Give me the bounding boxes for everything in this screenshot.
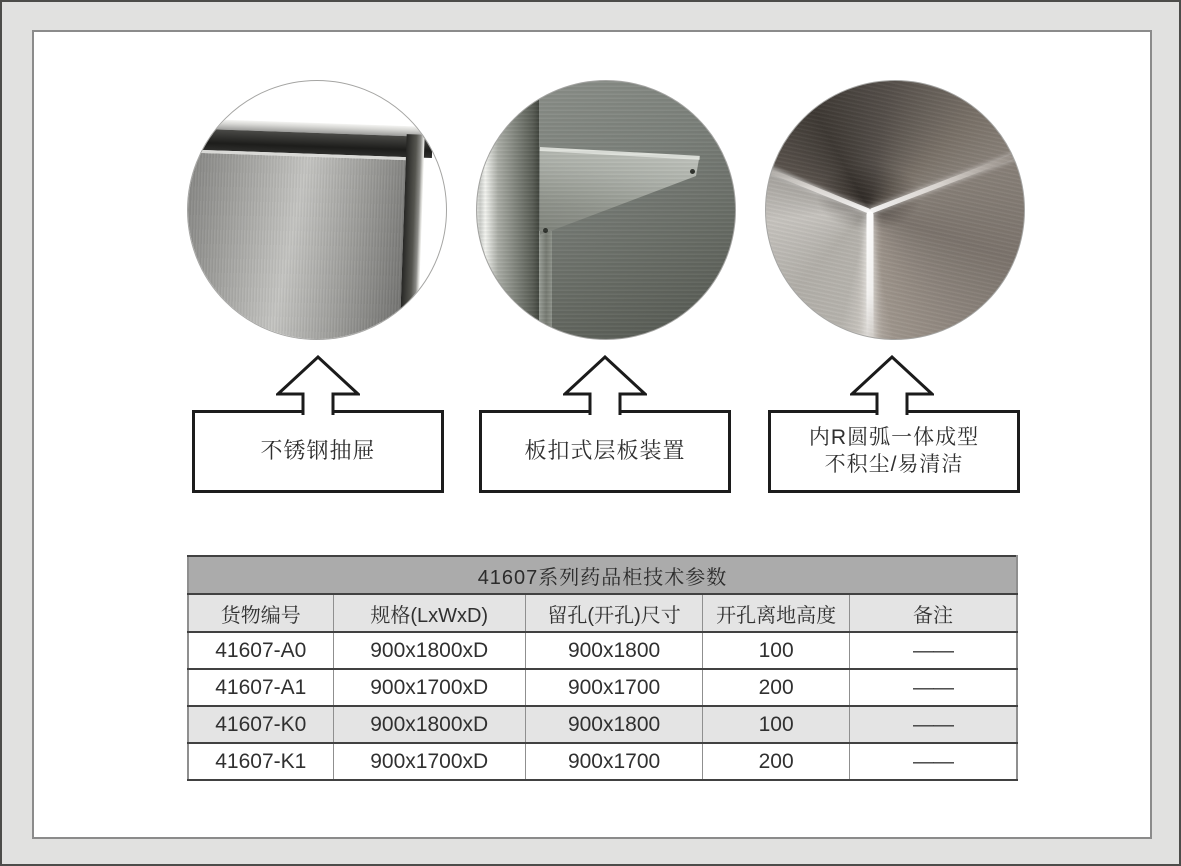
feature-label-text: 不锈钢抽屉	[260, 438, 376, 464]
table-cell: 900x1800xD	[333, 632, 525, 669]
table-cell: ——	[849, 743, 1017, 780]
shelf-bracket-photo	[476, 80, 736, 340]
table-cell: ——	[849, 632, 1017, 669]
table-cell: ——	[849, 706, 1017, 743]
table-cell: 41607-A0	[188, 632, 333, 669]
table-cell: 41607-K0	[188, 706, 333, 743]
shelf-bracket-shape	[540, 147, 700, 237]
table-cell: ——	[849, 669, 1017, 706]
table-cell: 900x1800	[525, 632, 702, 669]
table-title: 41607系列药品柜技术参数	[188, 556, 1017, 594]
feature-label-text: 内R圆弧一体成型	[808, 425, 980, 449]
table-cell: 41607-K1	[188, 743, 333, 780]
feature-label-text: 板扣式层板装置	[524, 438, 686, 464]
table-cell: 900x1800xD	[333, 706, 525, 743]
column-header-spec: 规格(LxWxD)	[333, 594, 525, 632]
feature-label-text: 不积尘/易清洁	[824, 452, 964, 476]
corner-seam-upper-left	[765, 157, 871, 214]
table-cell: 900x1700xD	[333, 743, 525, 780]
table-title-row	[188, 556, 1017, 594]
table-row	[188, 743, 1017, 780]
column-header-remark: 备注	[849, 594, 1017, 632]
column-header-hole-height: 开孔离地高度	[703, 594, 850, 632]
corner-post	[476, 81, 539, 339]
table-cell: 200	[703, 669, 850, 706]
table-cell: 100	[703, 632, 850, 669]
table-cell: 900x1700	[525, 669, 702, 706]
table-cell: 900x1700	[525, 743, 702, 780]
table-cell: 100	[703, 706, 850, 743]
drawer-corner-photo	[187, 80, 447, 340]
corner-seam-upper-right	[869, 148, 1025, 214]
corner-seam-vertical	[867, 212, 874, 341]
column-header-item-no: 货物编号	[188, 594, 333, 632]
table-row	[188, 706, 1017, 743]
screw-dot	[543, 228, 548, 233]
table-cell: 41607-A1	[188, 669, 333, 706]
up-arrow-icon	[850, 355, 934, 415]
bracket-stem	[539, 231, 552, 331]
column-header-hole-size: 留孔(开孔)尺寸	[525, 594, 702, 632]
table-cell: 900x1800	[525, 706, 702, 743]
table-cell: 900x1700xD	[333, 669, 525, 706]
feature-label-drawer	[192, 410, 444, 493]
photo-layer-group	[187, 80, 447, 340]
table-row	[188, 669, 1017, 706]
up-arrow-icon	[563, 355, 647, 415]
rounded-corner-photo	[765, 80, 1025, 340]
table-row	[188, 632, 1017, 669]
spec-table	[187, 555, 1018, 781]
screw-dot	[690, 169, 695, 174]
table-cell: 200	[703, 743, 850, 780]
table-body	[188, 632, 1017, 780]
metal-door-panel	[187, 148, 406, 340]
table-header-row	[188, 594, 1017, 632]
up-arrow-icon	[276, 355, 360, 415]
feature-label-shelf	[479, 410, 731, 493]
bracket-top-lip	[540, 147, 700, 160]
feature-label-radius	[768, 410, 1020, 493]
